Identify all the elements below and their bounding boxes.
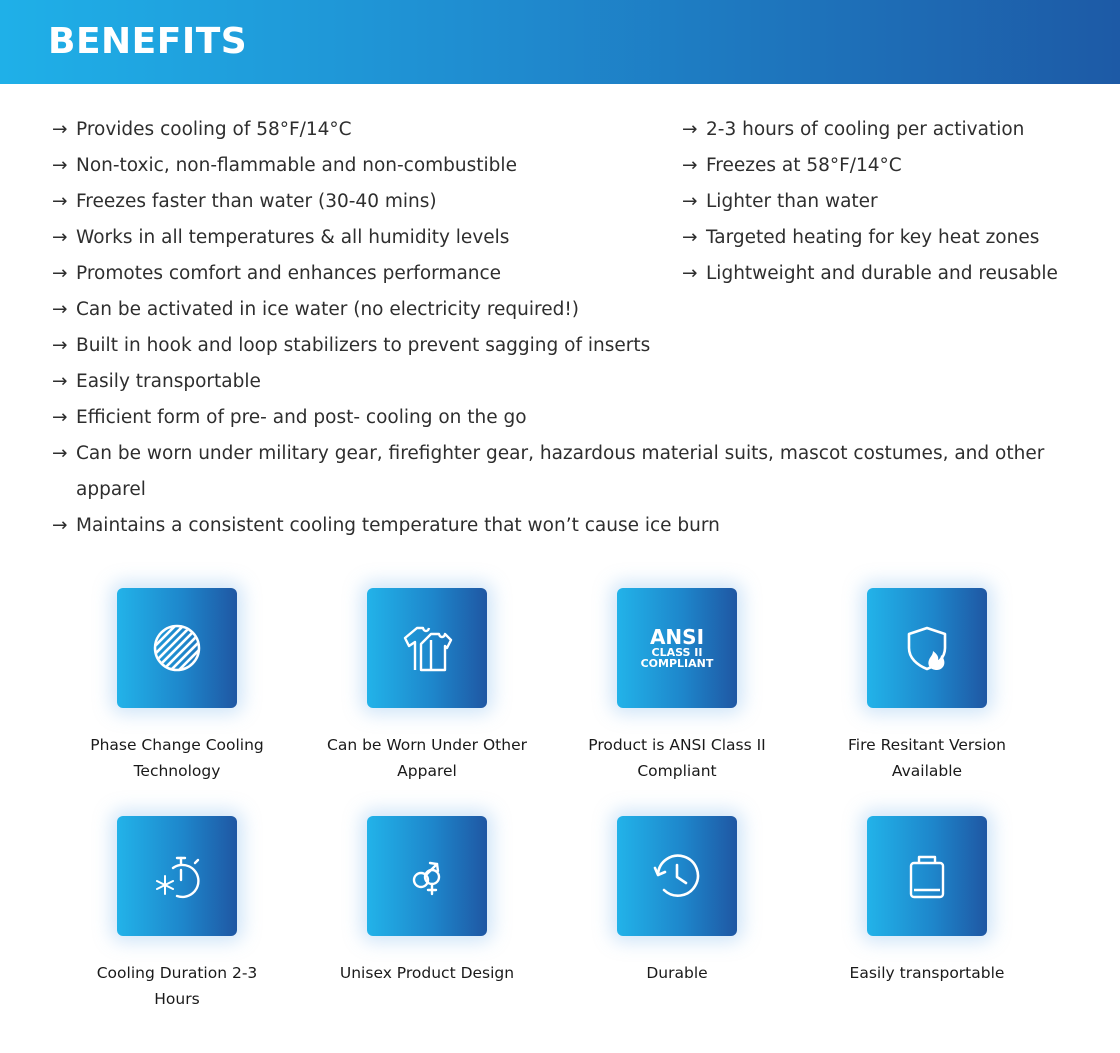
arrow-icon: →: [52, 227, 68, 248]
layered-garments-icon: [397, 618, 457, 678]
arrow-icon: →: [682, 119, 698, 140]
feature-tile: [867, 816, 987, 936]
feature-label: Easily transportable: [849, 964, 1005, 982]
benefit-item: → Freezes faster than water (30-40 mins): [52, 184, 1082, 220]
feature-label: Cooling Duration 2-3 Hours: [96, 964, 258, 1008]
benefit-item: → Lighter than water: [682, 184, 1102, 220]
bag-icon: [897, 846, 957, 906]
feature-label: Fire Resitant Version Available: [848, 736, 1006, 780]
feature-tile: [367, 816, 487, 936]
feature-label: Product is ANSI Class II Compliant: [588, 736, 766, 780]
benefit-item: → Can be worn under military gear, firefighter gear, hazardous material suits, mascot costumes, and other apparel: [52, 436, 1082, 508]
feature-card: [302, 588, 552, 784]
benefit-item: → 2-3 hours of cooling per activation: [682, 112, 1102, 148]
feature-tile: [617, 588, 737, 708]
feature-label: Durable: [646, 964, 708, 982]
arrow-icon: →: [52, 443, 68, 464]
arrow-icon: →: [52, 299, 68, 320]
feature-tile: [617, 816, 737, 936]
arrow-icon: →: [52, 407, 68, 428]
feature-card: [302, 816, 552, 986]
feature-label: Unisex Product Design: [339, 964, 515, 982]
feature-card: [802, 588, 1052, 784]
arrow-icon: →: [52, 191, 68, 212]
benefit-item: → Easily transportable: [52, 364, 1082, 400]
feature-card: [52, 816, 302, 1012]
benefit-item: → Promotes comfort and enhances performance: [52, 256, 1082, 292]
snowflake-stopwatch-icon: [147, 846, 207, 906]
benefit-item: → Lightweight and durable and reusable: [682, 256, 1102, 292]
arrow-icon: →: [682, 191, 698, 212]
feature-tile: [367, 588, 487, 708]
header-banner: [0, 0, 1120, 84]
feature-label: Can be Worn Under Other Apparel: [327, 736, 527, 780]
feature-card: [802, 816, 1052, 986]
benefit-item: → Can be activated in ice water (no electricity required!): [52, 292, 1082, 328]
benefit-item: → Built in hook and loop stabilizers to prevent sagging of inserts: [52, 328, 1082, 364]
page-title: BENEFITS: [48, 21, 248, 62]
shield-flame-icon: [897, 618, 957, 678]
benefit-item: → Provides cooling of 58°F/14°C: [52, 112, 1082, 148]
feature-label: Phase Change Cooling Technology: [90, 736, 264, 780]
benefit-item: → Non-toxic, non-flammable and non-combustible: [52, 148, 1082, 184]
arrow-icon: →: [52, 263, 68, 284]
feature-tile: [117, 816, 237, 936]
feature-card: [552, 588, 802, 784]
benefit-item: → Maintains a consistent cooling temperature that won’t cause ice burn: [52, 508, 1082, 544]
arrow-icon: →: [52, 515, 68, 536]
benefit-item: → Works in all temperatures & all humidity levels: [52, 220, 1082, 256]
feature-card: [52, 588, 302, 784]
arrow-icon: →: [682, 263, 698, 284]
arrow-icon: →: [52, 119, 68, 140]
striped-circle-icon: [147, 618, 207, 678]
benefit-item: → Freezes at 58°F/14°C: [682, 148, 1102, 184]
ansi-badge-icon: ANSI CLASS II COMPLIANT: [640, 625, 714, 670]
benefits-list-right: [682, 112, 1102, 292]
benefit-item: → Targeted heating for key heat zones: [682, 220, 1102, 256]
arrow-icon: →: [682, 227, 698, 248]
arrow-icon: →: [52, 371, 68, 392]
feature-tile: [117, 588, 237, 708]
arrow-icon: →: [52, 155, 68, 176]
arrow-icon: →: [52, 335, 68, 356]
feature-tile: [867, 588, 987, 708]
feature-card: [552, 816, 802, 986]
arrow-icon: →: [682, 155, 698, 176]
benefit-item: → Efficient form of pre- and post- cooling on the go: [52, 400, 1082, 436]
clock-history-icon: [647, 846, 707, 906]
gender-symbols-icon: [397, 846, 457, 906]
